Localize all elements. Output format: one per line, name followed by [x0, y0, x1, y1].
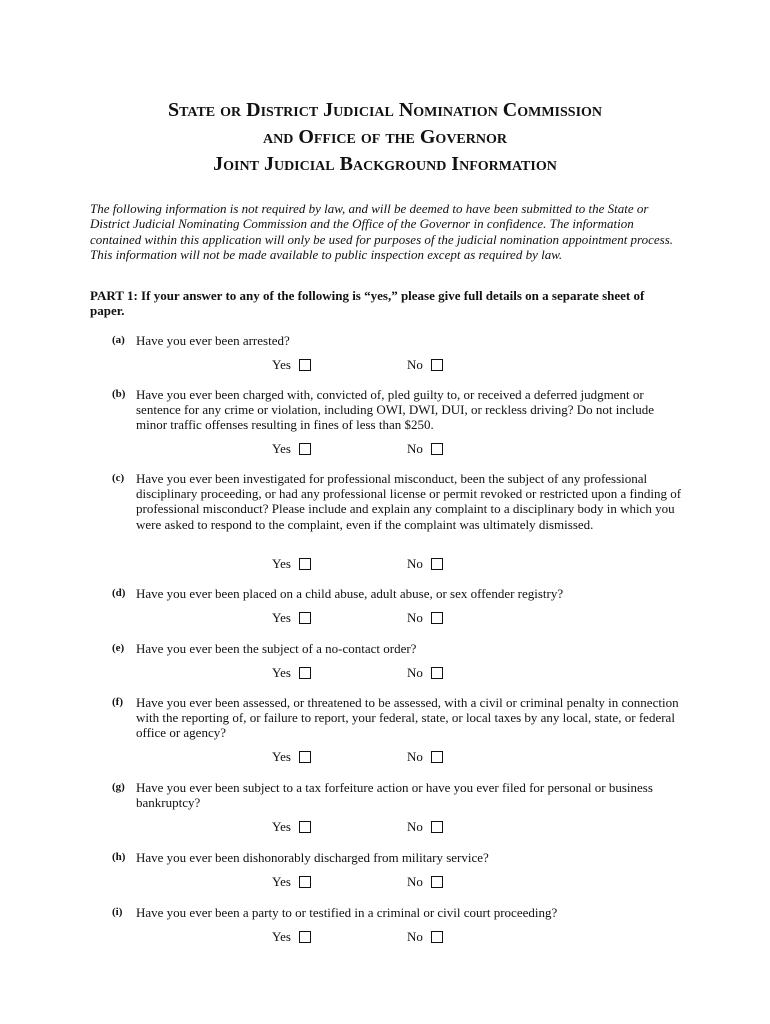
- yes-label: Yes: [272, 819, 291, 834]
- no-label: No: [407, 610, 423, 625]
- question-letter: (h): [112, 851, 126, 863]
- yes-option[interactable]: [272, 441, 311, 457]
- question-letter: (g): [112, 781, 125, 793]
- yes-option[interactable]: [272, 556, 311, 572]
- no-label: No: [407, 874, 423, 889]
- no-label: No: [407, 749, 423, 764]
- yes-checkbox[interactable]: [299, 667, 311, 679]
- question-letter: (e): [112, 642, 125, 654]
- yes-checkbox[interactable]: [299, 443, 311, 455]
- question-letter: (i): [112, 906, 123, 918]
- no-option[interactable]: [407, 819, 443, 835]
- question-letter: (f): [112, 696, 123, 708]
- no-option[interactable]: [407, 874, 443, 890]
- answer-row: [112, 357, 684, 375]
- question-text: Have you ever been a party to or testified in a criminal or civil court proceeding?: [136, 905, 558, 920]
- no-checkbox[interactable]: [431, 667, 443, 679]
- yes-checkbox[interactable]: [299, 612, 311, 624]
- yes-label: Yes: [272, 929, 291, 944]
- no-option[interactable]: [407, 556, 443, 572]
- yes-label: Yes: [272, 874, 291, 889]
- no-label: No: [407, 357, 423, 372]
- question-text: Have you ever been subject to a tax forfeiture action or have you ever filed for personal or business bankruptcy?: [136, 780, 653, 811]
- no-checkbox[interactable]: [431, 443, 443, 455]
- no-label: No: [407, 819, 423, 834]
- no-option[interactable]: [407, 929, 443, 945]
- no-checkbox[interactable]: [431, 612, 443, 624]
- yes-checkbox[interactable]: [299, 558, 311, 570]
- no-option[interactable]: [407, 441, 443, 457]
- yes-checkbox[interactable]: [299, 751, 311, 763]
- no-checkbox[interactable]: [431, 821, 443, 833]
- no-option[interactable]: [407, 610, 443, 626]
- no-checkbox[interactable]: [431, 558, 443, 570]
- question-text: Have you ever been assessed, or threatened to be assessed, with a civil or criminal penalty in connection with the reporting of, or failure to report, your federal, state, or local taxes by any local, state, or federal office or agency?: [136, 695, 679, 741]
- part1-heading: PART 1: If your answer to any of the following is “yes,” please give full details on a separate sheet of paper.: [90, 288, 645, 319]
- no-label: No: [407, 929, 423, 944]
- answer-row: [112, 610, 684, 628]
- title-line-2: and Office of the Governor: [262, 126, 507, 148]
- form-title: [0, 97, 770, 178]
- no-label: No: [407, 441, 423, 456]
- answer-row: [112, 874, 684, 892]
- answer-row: [112, 665, 684, 683]
- answer-row: [112, 819, 684, 837]
- title-line-3: Joint Judicial Background Information: [213, 153, 557, 175]
- yes-label: Yes: [272, 610, 291, 625]
- yes-label: Yes: [272, 665, 291, 680]
- yes-option[interactable]: [272, 357, 311, 373]
- question-text: Have you ever been placed on a child abuse, adult abuse, or sex offender registry?: [136, 586, 564, 601]
- no-checkbox[interactable]: [431, 751, 443, 763]
- yes-option[interactable]: [272, 874, 311, 890]
- question-text: Have you ever been charged with, convicted of, pled guilty to, or received a deferred judgment or sentence for any crime or violation, including OWI, DWI, DUI, or reckless driving? Do not include minor traffic offenses resulting in fines of less than $250.: [136, 387, 655, 433]
- yes-label: Yes: [272, 357, 291, 372]
- yes-label: Yes: [272, 749, 291, 764]
- yes-option[interactable]: [272, 749, 311, 765]
- question-text: Have you ever been dishonorably discharged from military service?: [136, 850, 489, 865]
- yes-option[interactable]: [272, 929, 311, 945]
- answer-row: [112, 929, 684, 947]
- no-checkbox[interactable]: [431, 876, 443, 888]
- yes-label: Yes: [272, 556, 291, 571]
- yes-checkbox[interactable]: [299, 821, 311, 833]
- question-letter: (a): [112, 334, 125, 346]
- yes-checkbox[interactable]: [299, 931, 311, 943]
- question-letter: (c): [112, 472, 125, 484]
- yes-option[interactable]: [272, 819, 311, 835]
- no-option[interactable]: [407, 749, 443, 765]
- answer-row: [112, 556, 684, 574]
- yes-checkbox[interactable]: [299, 359, 311, 371]
- question-text: Have you ever been the subject of a no-contact order?: [136, 641, 417, 656]
- question-letter: (b): [112, 388, 126, 400]
- no-checkbox[interactable]: [431, 359, 443, 371]
- answer-row: [112, 441, 684, 459]
- yes-option[interactable]: [272, 665, 311, 681]
- intro-paragraph: The following information is not required by law, and will be deemed to have been submitted to the State or District Judicial Nominating Commission and the Office of the Governor in confidence. The information contained within this application will only be used for purposes of the judicial nomination appointment process. This information will not be made available to public inspection except as required by law.: [90, 201, 674, 263]
- no-checkbox[interactable]: [431, 931, 443, 943]
- yes-label: Yes: [272, 441, 291, 456]
- yes-option[interactable]: [272, 610, 311, 626]
- question-text: Have you ever been investigated for professional misconduct, been the subject of any professional disciplinary proceeding, or had any professional license or permit revoked or restricted upon a finding of professional misconduct? Please include and explain any complaint to a disciplinary body in which you were asked to respond to the complaint, even if the complaint was ultimately dismissed.: [136, 471, 682, 532]
- no-option[interactable]: [407, 357, 443, 373]
- no-label: No: [407, 665, 423, 680]
- title-line-1: State or District Judicial Nomination Commission: [167, 99, 603, 121]
- answer-row: [112, 749, 684, 767]
- question-letter: (d): [112, 587, 126, 599]
- yes-checkbox[interactable]: [299, 876, 311, 888]
- no-option[interactable]: [407, 665, 443, 681]
- no-label: No: [407, 556, 423, 571]
- question-text: Have you ever been arrested?: [136, 333, 290, 348]
